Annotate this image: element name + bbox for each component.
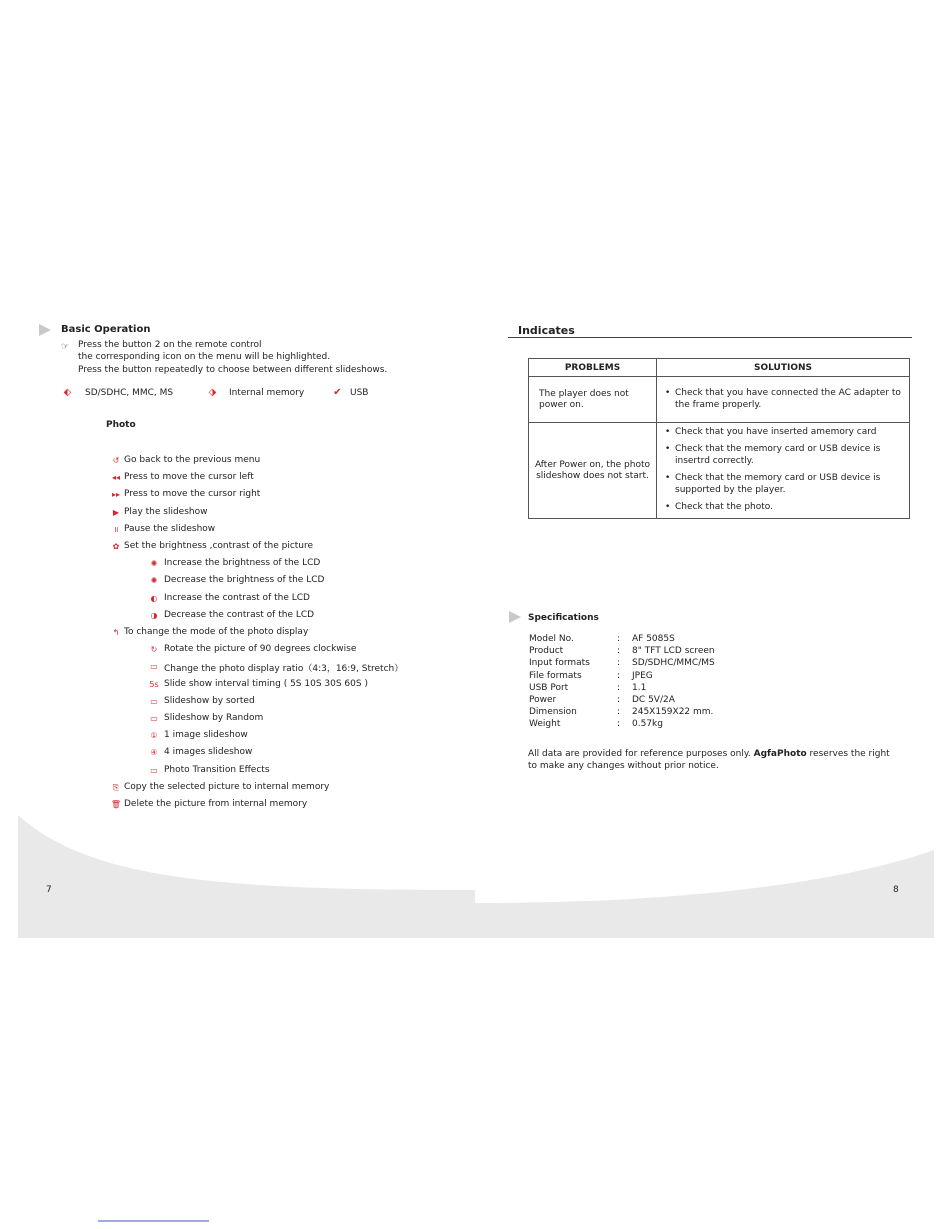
instruction-line: Press the button repeatedly to choose between different slideshows. — [78, 365, 388, 375]
function-description: Slideshow by sorted — [164, 695, 255, 706]
function-description: Slideshow by Random — [164, 713, 264, 723]
problem-cell — [529, 423, 657, 519]
function-description: Press to move the cursor left — [124, 472, 254, 483]
disclaimer-text: All data are provided for reference purposes only. — [528, 749, 754, 759]
solution-item: • Check that you have inserted amemory card — [663, 426, 903, 438]
function-description: Decrease the brightness of the LCD — [164, 575, 325, 586]
spec-label: Product — [529, 646, 564, 657]
spec-value: 245X159X22 mm. — [632, 707, 714, 718]
solution-item: • Check that the photo. — [663, 501, 903, 513]
instruction-line: the corresponding icon on the menu will be highlighted. — [78, 352, 331, 362]
spec-separator: : — [617, 646, 621, 657]
function-description: Decrease the contrast of the LCD — [164, 609, 315, 620]
function-icon: ▶ — [112, 507, 120, 517]
page-number-right: 8 — [893, 885, 899, 895]
spec-value: SD/SDHC/MMC/MS — [632, 658, 715, 669]
function-description: Go back to the previous menu — [124, 455, 261, 465]
problem-cell — [529, 377, 657, 423]
function-description: Rotate the picture of 90 degrees clockwise — [164, 644, 357, 655]
function-description: To change the mode of the photo display — [124, 627, 309, 637]
function-icon: ▸▸ — [111, 490, 121, 500]
section-title-basic-operation: Basic Operation — [61, 324, 151, 335]
spec-label: Input formats — [529, 658, 590, 669]
function-description: Increase the contrast of the LCD — [164, 592, 310, 603]
function-icon: ↻ — [150, 645, 158, 655]
function-icon: ✿ — [112, 542, 120, 551]
function-icon: ① — [150, 731, 158, 741]
function-description: Delete the picture from internal memory — [124, 799, 308, 809]
spec-separator: : — [617, 634, 621, 644]
function-icon: ⎘ — [112, 782, 120, 792]
spec-label: Power — [529, 694, 557, 705]
spec-label: Weight — [529, 719, 561, 730]
solution-item: • Check that the memory card or USB device is supported by the player. — [663, 472, 903, 496]
function-icon: ◐ — [150, 593, 158, 603]
function-description: Play the slideshow — [124, 506, 208, 517]
function-description: 1 image slideshow — [164, 730, 248, 741]
function-icon: ▭ — [150, 714, 158, 723]
solution-item: • Check that you have connected the AC adapter to the frame properly. — [663, 387, 903, 411]
problem-text: The player does not power on. — [539, 388, 629, 410]
spec-arrow-icon — [509, 611, 521, 623]
spec-separator: : — [617, 719, 621, 730]
table-row — [529, 377, 910, 423]
function-description: Pause the slideshow — [124, 523, 216, 534]
spec-value: AF 5085S — [632, 634, 675, 644]
solution-cell — [657, 377, 910, 423]
function-description: Slide show interval timing ( 5S 10S 30S 60S ) — [164, 678, 368, 689]
instruction-line: Press the button 2 on the remote control — [78, 340, 262, 350]
spec-value: JPEG — [632, 670, 653, 681]
spec-separator: : — [617, 682, 621, 693]
function-description: Photo Transition Effects — [164, 764, 270, 775]
photo-heading: Photo — [106, 420, 136, 430]
spec-label: USB Port — [529, 682, 569, 693]
internal-memory-icon: ⬗ — [208, 387, 217, 398]
function-icon: ◑ — [150, 610, 158, 620]
function-icon: ↺ — [112, 456, 120, 465]
troubleshooting-table — [528, 358, 910, 519]
source-usb-label: USB — [350, 388, 369, 398]
hand-pointer-icon: ☞ — [61, 342, 70, 352]
disclaimer-line-2: to make any changes without prior notice. — [528, 761, 719, 771]
source-internal-label: Internal memory — [229, 388, 305, 398]
spec-separator: : — [617, 707, 621, 718]
spec-value: 8" TFT LCD screen — [632, 646, 715, 657]
function-icon: ◂◂ — [111, 473, 121, 483]
function-icon: 🗑 — [110, 800, 122, 809]
function-description: Copy the selected picture to internal memory — [124, 781, 330, 792]
spec-value: 1.1 — [632, 682, 647, 693]
spec-value: 0.57kg — [632, 719, 663, 730]
function-icon: ▭ — [150, 765, 158, 775]
spec-label: File formats — [529, 670, 582, 681]
function-description: Set the brightness ,contrast of the picture — [124, 541, 314, 551]
table-header-row — [529, 359, 910, 377]
function-icon: ④ — [150, 748, 158, 758]
solution-item: • Check that the memory card or USB device is insertrd correctly. — [663, 443, 903, 467]
problem-text: After Power on, the photo slideshow does not start. — [534, 459, 651, 481]
function-icon: ▭ — [150, 696, 158, 706]
source-sd-label: SD/SDHC, MMC, MS — [85, 388, 174, 398]
spec-label: Model No. — [529, 634, 574, 644]
spec-separator: : — [617, 658, 621, 669]
solution-cell — [657, 423, 910, 519]
function-description: Change the photo display ratio（4:3，16:9, Stretch） — [164, 664, 404, 675]
disclaimer-text: reserves the right — [806, 749, 890, 759]
function-icon: 5s — [149, 679, 159, 689]
spec-title: Specifications — [528, 613, 599, 623]
brand-name: AgfaPhoto — [753, 749, 807, 759]
usb-icon: ✔ — [333, 387, 342, 398]
spec-label: Dimension — [529, 707, 577, 718]
function-icon: ↰ — [112, 628, 120, 637]
spec-separator: : — [617, 670, 621, 681]
section-title-indicates: Indicates — [518, 324, 575, 337]
spec-value: DC 5V/2A — [632, 694, 675, 705]
section-rule — [508, 337, 912, 338]
function-icon: ▭ — [150, 662, 158, 672]
header-problems: PROBLEMS — [529, 359, 657, 377]
header-solutions: SOLUTIONS — [657, 359, 910, 377]
function-icon: ॥ — [113, 524, 119, 534]
disclaimer-line-1 — [528, 749, 890, 759]
page-number-left: 7 — [46, 885, 52, 895]
function-description: 4 images slideshow — [164, 747, 253, 758]
function-icon: ✺ — [150, 576, 158, 586]
function-description: Increase the brightness of the LCD — [164, 558, 321, 569]
function-icon: ✺ — [150, 559, 158, 569]
section-arrow-icon — [39, 324, 51, 336]
table-row — [529, 423, 910, 519]
function-description: Press to move the cursor right — [124, 489, 261, 500]
spec-separator: : — [617, 694, 621, 705]
memory-card-icon: ⬖ — [63, 387, 72, 398]
